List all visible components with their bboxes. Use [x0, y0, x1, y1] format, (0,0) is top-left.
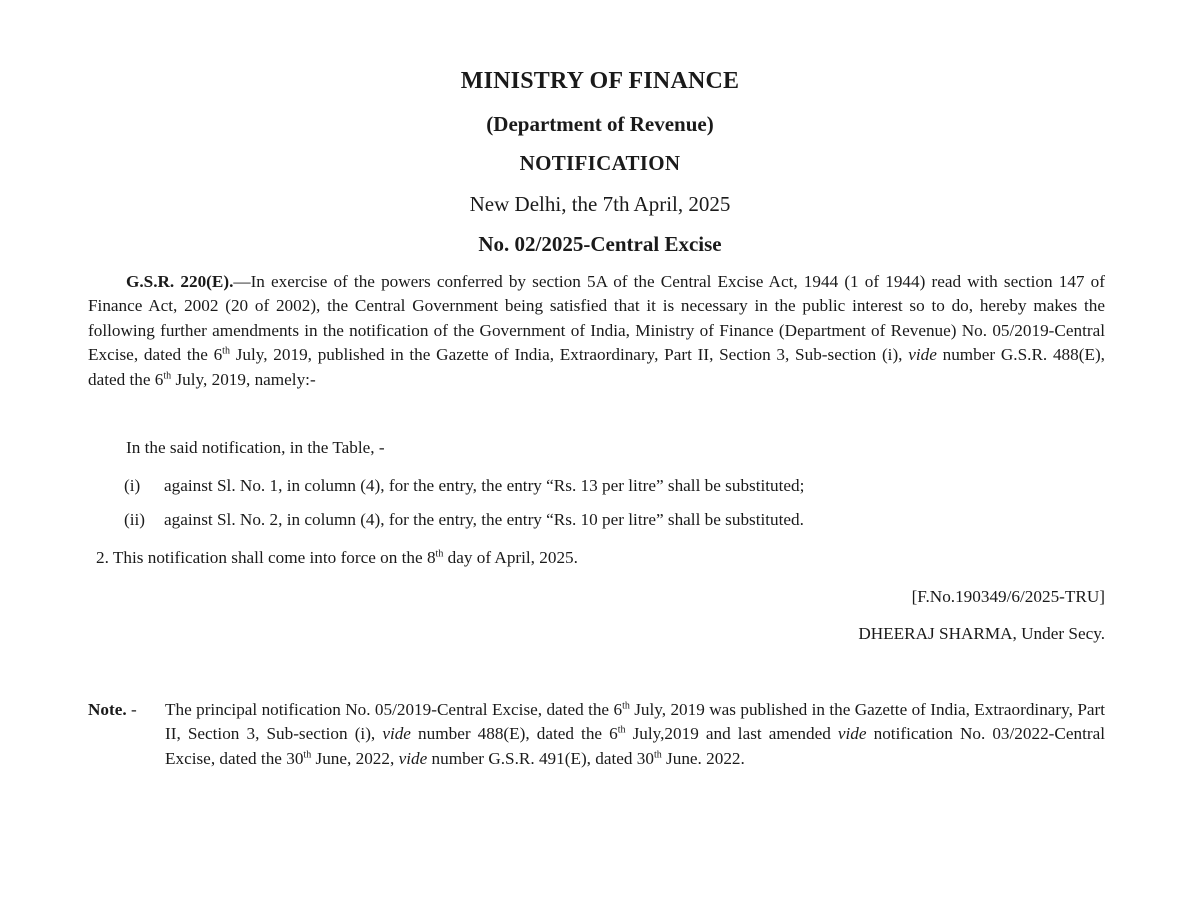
note-label	[88, 698, 137, 722]
note-text-f: June, 2022,	[311, 748, 399, 768]
gsr-label: G.S.R. 220(E).	[126, 272, 234, 291]
vide-italic: vide	[908, 345, 937, 365]
superscript-th: th	[622, 700, 630, 712]
para2-text-a: 2. This notification shall come into force on the 8	[96, 548, 436, 567]
ministry-heading: MINISTRY OF FINANCE	[460, 68, 740, 94]
superscript-th: th	[653, 749, 662, 761]
file-number: [F.No.190349/6/2025-TRU]	[911, 587, 1105, 606]
para1-text-c: number G.S.R. 488(E), dated the 6	[88, 345, 1105, 389]
commencement-paragraph	[96, 548, 578, 568]
superscript-th: th	[435, 548, 444, 560]
note-label-text: Note.	[88, 700, 127, 719]
amendment-item	[124, 476, 804, 496]
notification-heading: NOTIFICATION	[519, 151, 681, 175]
para2-text-b: day of April, 2025.	[443, 548, 578, 567]
note-text-d: July,2019 and last amended	[625, 724, 838, 744]
note-text	[165, 698, 1105, 771]
vide-italic: vide	[837, 724, 867, 744]
item-text: against Sl. No. 2, in column (4), for the entry, the entry “Rs. 10 per litre” shall be substituted.	[164, 510, 804, 529]
superscript-th: th	[222, 345, 230, 357]
department-heading: (Department of Revenue)	[486, 112, 714, 136]
note-text-h: June. 2022.	[661, 748, 745, 768]
para1-text-b: July, 2019, published in the Gazette of India, Extraordinary, Part II, Section 3, Sub-section (i),	[229, 345, 909, 365]
note-text-e: notification No. 03/2022-Central Excise, dated the 30	[165, 724, 1105, 768]
item-number: (ii)	[124, 510, 145, 529]
signatory: DHEERAJ SHARMA, Under Secy.	[858, 624, 1105, 643]
para1-text-a: —In exercise of the powers conferred by section 5A of the Central Excise Act, 1944 (1 of 1944) read with section 147 of Finance Act, 2002 (20 of 2002), the Central Government being satisfied that it is necessary in the public interest so to do, hereby makes the following further amendments in the notification of the Government of India, Ministry of Finance (Department of Revenue) No. 05/2019-Central Excise, dated the 6	[88, 272, 1105, 365]
para1-text-d: July, 2019, namely:-	[171, 369, 316, 389]
main-paragraph	[88, 270, 1105, 392]
superscript-th: th	[303, 749, 312, 761]
table-intro: In the said notification, in the Table, -	[126, 438, 385, 457]
item-number: (i)	[124, 476, 141, 495]
notification-number: No. 02/2025-Central Excise	[478, 232, 722, 256]
note-text-a: The principal notification No. 05/2019-Central Excise, dated the 6	[165, 700, 623, 719]
item-text: against Sl. No. 1, in column (4), for the entry, the entry “Rs. 13 per litre” shall be substituted;	[164, 476, 805, 495]
superscript-th: th	[163, 369, 172, 381]
note-section	[88, 698, 1105, 771]
note-text-b: July, 2019 was published in the Gazette of India, Extraordinary, Part II, Section 3, Sub-section (i),	[165, 700, 1106, 744]
vide-italic: vide	[382, 724, 411, 744]
vide-italic: vide	[398, 748, 428, 768]
note-text-c: number 488(E), dated the 6	[410, 724, 618, 744]
amendment-item	[124, 510, 804, 530]
note-text-g: number G.S.R. 491(E), dated 30	[427, 748, 654, 768]
note-dash: -	[126, 700, 137, 719]
dateline: New Delhi, the 7th April, 2025	[469, 192, 731, 216]
superscript-th: th	[617, 724, 626, 736]
